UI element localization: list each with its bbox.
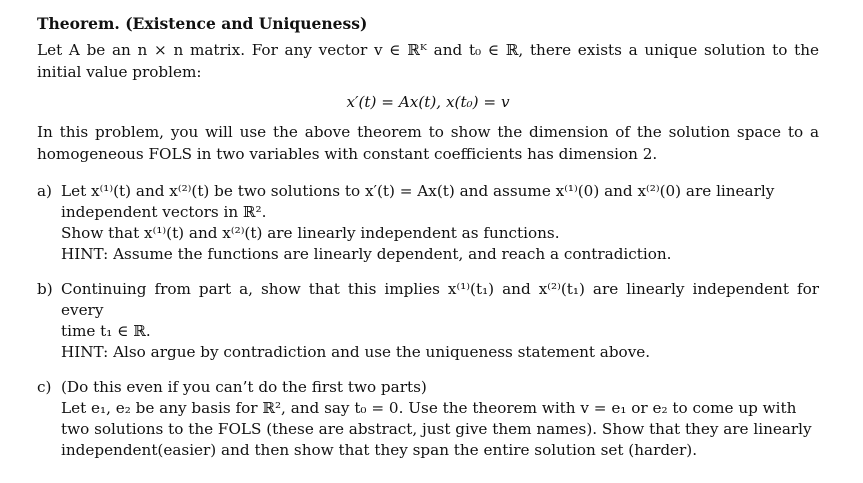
part-a-line-1: Let x⁽¹⁾(t) and x⁽²⁾(t) be two solutions to x′(t) = Ax(t) and assume x⁽¹⁾(0) and x⁽²⁾(0) are linearly <box>61 182 775 200</box>
part-c <box>37 377 819 461</box>
problem-intro: In this problem, you will use the above theorem to show the dimension of the solution space to a homogeneous FOLS in two variables with constant coefficients has dimension 2. <box>37 123 819 163</box>
part-a-hint: HINT: Assume the functions are linearly dependent, and reach a contradiction. <box>61 245 672 263</box>
part-a-line-3: Show that x⁽¹⁾(t) and x⁽²⁾(t) are linearly independent as functions. <box>61 224 560 242</box>
initial-value-equation: x′(t) = Ax(t), x(t₀) = v <box>346 93 510 111</box>
part-c-line-2: Let e₁, e₂ be any basis for ℝ², and say t₀ = 0. Use the theorem with v = e₁ or e₂ to come up with <box>61 399 797 417</box>
part-a-label: a) <box>37 182 52 200</box>
part-b-hint: HINT: Also argue by contradiction and use the uniqueness statement above. <box>61 343 651 361</box>
document-page <box>37 13 819 461</box>
part-c-line-4: independent(easier) and then show that they span the entire solution set (harder). <box>61 441 698 459</box>
part-b-line-1: Continuing from part a, show that this implies x⁽¹⁾(t₁) and x⁽²⁾(t₁) are linearly independent for every <box>61 280 819 319</box>
part-c-line-1: (Do this even if you can’t do the first two parts) <box>61 378 427 396</box>
part-a <box>37 181 819 265</box>
part-c-label: c) <box>37 378 52 396</box>
theorem-statement: Let A be an n × n matrix. For any vector v ∈ ℝᴷ and t₀ ∈ ℝ, there exists a unique solution to the initial value problem: <box>37 41 819 81</box>
part-c-line-3: two solutions to the FOLS (these are abstract, just give them names). Show that they are linearly <box>61 420 812 438</box>
theorem-heading: Theorem. (Existence and Uniqueness) <box>37 14 368 33</box>
part-b-label: b) <box>37 280 53 298</box>
part-b-line-2: time t₁ ∈ ℝ. <box>61 322 151 340</box>
part-a-line-2: independent vectors in ℝ². <box>61 203 267 221</box>
part-b <box>37 279 819 363</box>
